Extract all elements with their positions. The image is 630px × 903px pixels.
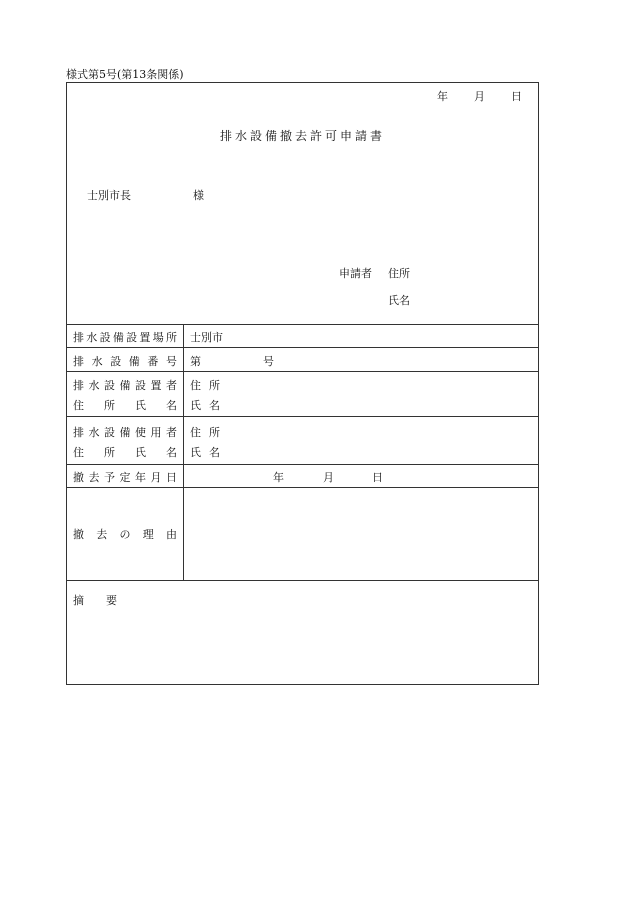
- application-form: [66, 82, 539, 685]
- addressee: 士別市長: [87, 189, 131, 202]
- removal-year-label: 年: [273, 471, 284, 484]
- installer-label: 排水設備設置者: [73, 379, 177, 392]
- applicant-name-label: 氏名: [388, 294, 410, 307]
- divider-installer: [67, 416, 538, 417]
- divider-number: [67, 371, 538, 372]
- divider-location: [67, 347, 538, 348]
- honorific: 様: [193, 189, 204, 202]
- user-label: 排水設備使用者: [73, 426, 177, 439]
- divider-user: [67, 464, 538, 465]
- installer-address-field: 住所: [190, 379, 228, 392]
- number-label: 排水設備番号: [73, 355, 177, 368]
- user-name-field: 氏名: [190, 446, 228, 459]
- installer-name-field: 氏名: [190, 399, 228, 412]
- number-suffix: 号: [263, 355, 274, 368]
- document-title: 排水設備撤去許可申請書: [219, 129, 385, 143]
- column-divider: [183, 324, 184, 580]
- divider-date: [67, 487, 538, 488]
- header-day-label: 日: [511, 90, 522, 103]
- header-year-label: 年: [437, 90, 448, 103]
- location-value: 士別市: [190, 331, 223, 344]
- remarks-label: 摘要: [73, 594, 139, 607]
- header-month-label: 月: [474, 90, 485, 103]
- user-sublabel: 住所氏名: [73, 446, 177, 459]
- applicant-label: 申請者: [339, 267, 372, 280]
- removal-day-label: 日: [372, 471, 383, 484]
- divider-reason: [67, 580, 538, 581]
- number-prefix: 第: [190, 355, 201, 368]
- location-label: 排水設備設置場所: [73, 331, 177, 344]
- removal-reason-label: 撤去の理由: [73, 528, 177, 541]
- user-address-field: 住所: [190, 426, 228, 439]
- installer-sublabel: 住所氏名: [73, 399, 177, 412]
- removal-month-label: 月: [323, 471, 334, 484]
- removal-date-label: 撤去予定年月日: [73, 471, 177, 484]
- divider-header: [67, 324, 538, 325]
- form-reference: 様式第5号(第13条関係): [66, 68, 184, 81]
- applicant-address-label: 住所: [388, 267, 410, 280]
